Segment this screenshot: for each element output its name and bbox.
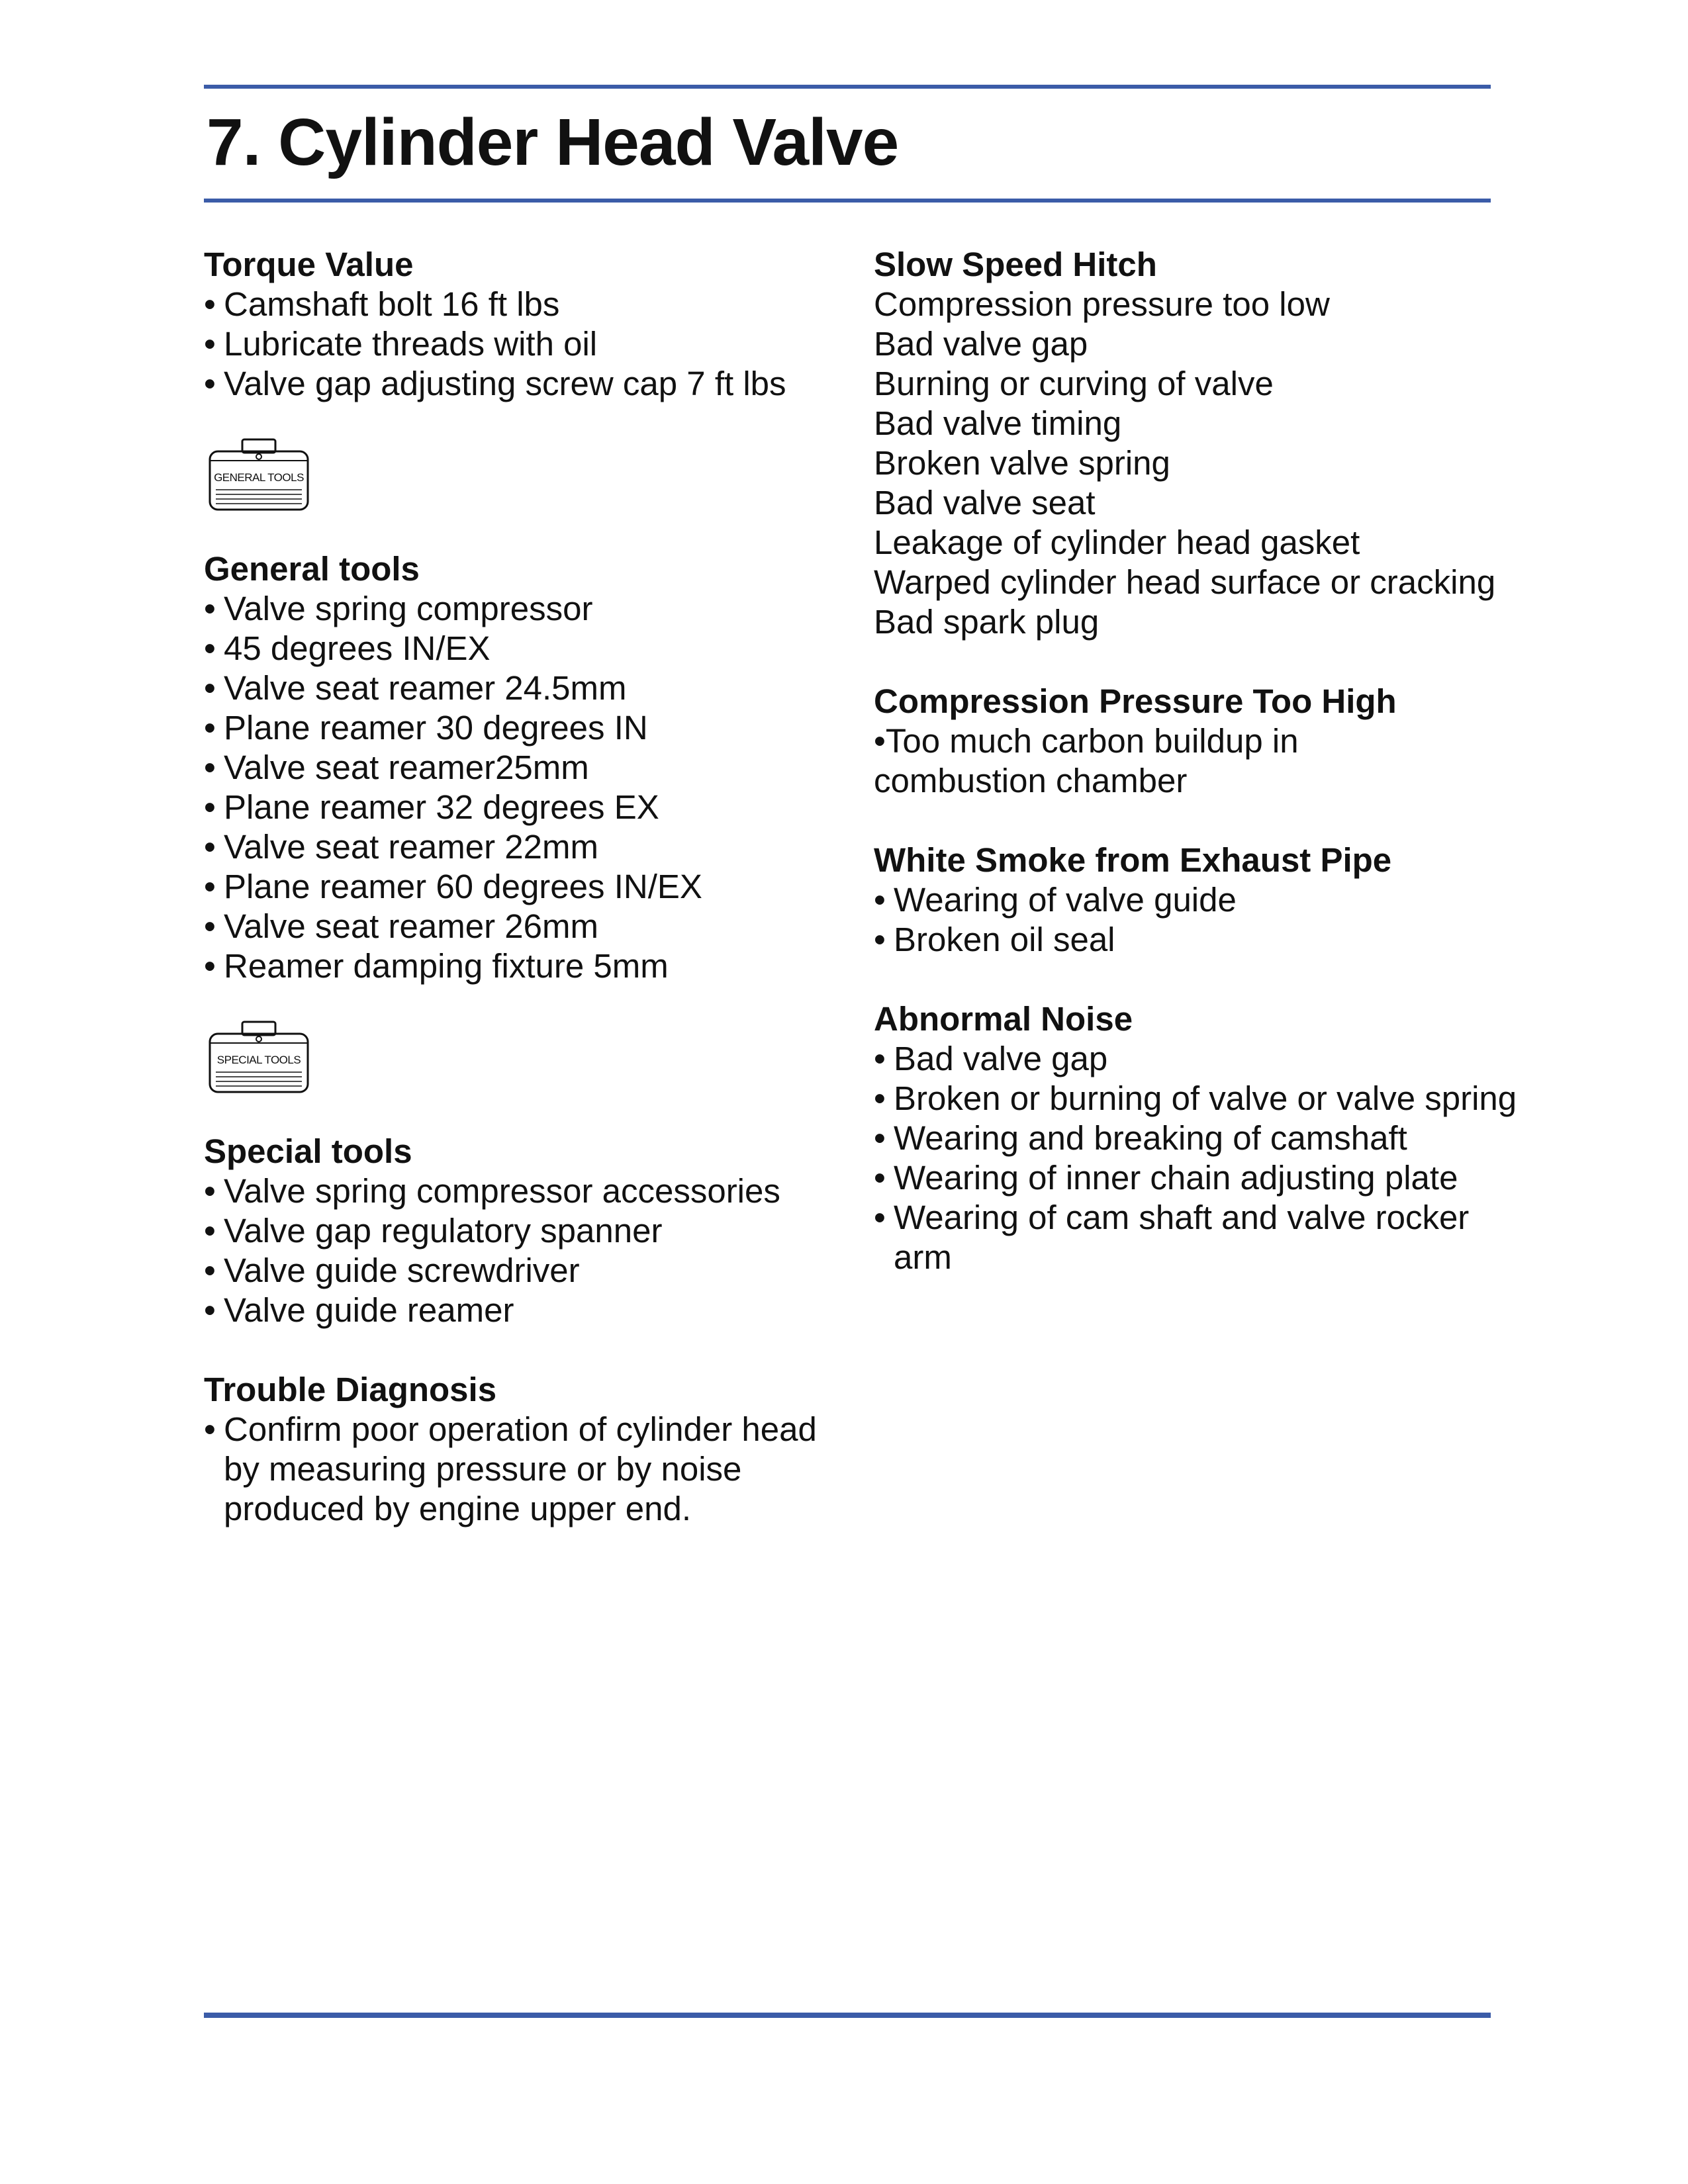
list-item: • Plane reamer 30 degrees IN: [204, 708, 866, 748]
list-item: • Reamer damping fixture 5mm: [204, 946, 866, 986]
list-item: • Plane reamer 60 degrees IN/EX: [204, 867, 866, 907]
left-column: [204, 245, 866, 1529]
list-item: Leakage of cylinder head gasket: [874, 523, 1360, 561]
white-smoke-list: [874, 880, 1536, 960]
list-item: Warped cylinder head surface or cracking: [874, 563, 1496, 601]
list-item: Bad valve timing: [874, 404, 1122, 442]
compression-pressure-high-list: [874, 721, 1456, 801]
list-item: • 45 degrees IN/EX: [204, 629, 866, 668]
list-item: • Valve seat reamer 26mm: [204, 907, 866, 946]
list-item: • Valve gap regulatory spanner: [204, 1211, 866, 1251]
slow-speed-hitch-list: [874, 285, 1536, 642]
list-item: • Bad valve gap: [874, 1039, 1536, 1079]
list-item: Bad valve seat: [874, 484, 1096, 522]
special-tools-section: [204, 1132, 866, 1330]
abnormal-noise-list: [874, 1039, 1536, 1277]
bottom-divider: [204, 2013, 1491, 2018]
list-item: • Wearing of valve guide: [874, 880, 1536, 920]
list-item: Broken valve spring: [874, 444, 1170, 482]
list-item: • Valve spring compressor accessories: [204, 1171, 866, 1211]
list-item: • Broken oil seal: [874, 920, 1536, 960]
list-item: • Valve seat reamer 22mm: [204, 827, 866, 867]
list-item: • Valve seat reamer 24.5mm: [204, 668, 866, 708]
list-item: • Broken or burning of valve or valve spring: [874, 1079, 1536, 1118]
special-tools-toolbox-icon: [208, 1021, 310, 1095]
section-heading: Slow Speed Hitch: [874, 246, 1157, 283]
abnormal-noise-section: [874, 999, 1536, 1277]
list-item: • Valve guide reamer: [204, 1291, 866, 1330]
special-tools-list: [204, 1171, 866, 1330]
general-tools-section: [204, 549, 866, 986]
section-heading: Torque Value: [204, 246, 414, 283]
bullet: •: [874, 722, 886, 760]
list-item: Burning or curving of valve: [874, 365, 1274, 402]
list-item: Bad valve gap: [874, 325, 1088, 363]
list-item: • Valve spring compressor: [204, 589, 866, 629]
title-divider: [204, 199, 1491, 203]
list-item: • Wearing of cam shaft and valve rocker arm: [874, 1198, 1536, 1277]
list-item: • Camshaft bolt 16 ft lbs: [204, 285, 866, 324]
list-item: • Valve seat reamer25mm: [204, 748, 866, 788]
torque-value-section: [204, 245, 866, 404]
toolbox-label: GENERAL TOOLS: [214, 471, 304, 484]
list-item: Compression pressure too low: [874, 285, 1330, 323]
section-heading: General tools: [204, 550, 420, 588]
list-item: • Valve gap adjusting screw cap 7 ft lbs: [204, 364, 866, 404]
section-heading: Abnormal Noise: [874, 1000, 1133, 1038]
white-smoke-section: [874, 841, 1536, 960]
general-tools-toolbox-icon: [208, 438, 310, 512]
list-item: • Plane reamer 32 degrees EX: [204, 788, 866, 827]
list-item: [874, 721, 1456, 801]
general-tools-list: [204, 589, 866, 986]
trouble-diagnosis-section: [204, 1370, 866, 1529]
section-heading: White Smoke from Exhaust Pipe: [874, 841, 1392, 879]
section-heading: Trouble Diagnosis: [204, 1371, 497, 1408]
page-title: 7. Cylinder Head Valve: [207, 105, 899, 179]
section-heading: Special tools: [204, 1132, 412, 1170]
list-item: Bad spark plug: [874, 603, 1100, 641]
toolbox-label: SPECIAL TOOLS: [216, 1054, 301, 1066]
top-divider: [204, 85, 1491, 89]
list-item: • Wearing and breaking of camshaft: [874, 1118, 1536, 1158]
list-item: • Confirm poor operation of cylinder head by measuring pressure or by noise produced by engine upper end.: [204, 1410, 839, 1529]
slow-speed-hitch-section: [874, 245, 1536, 642]
list-item: • Valve guide screwdriver: [204, 1251, 866, 1291]
list-item: • Lubricate threads with oil: [204, 324, 866, 364]
trouble-diagnosis-list: [204, 1410, 839, 1529]
section-heading: Compression Pressure Too High: [874, 682, 1397, 720]
list-item-text: Too much carbon buildup in combustion chamber: [874, 722, 1299, 799]
torque-value-list: [204, 285, 866, 404]
list-item: • Wearing of inner chain adjusting plate: [874, 1158, 1536, 1198]
right-column: [874, 245, 1536, 1277]
compression-pressure-high-section: [874, 682, 1536, 801]
